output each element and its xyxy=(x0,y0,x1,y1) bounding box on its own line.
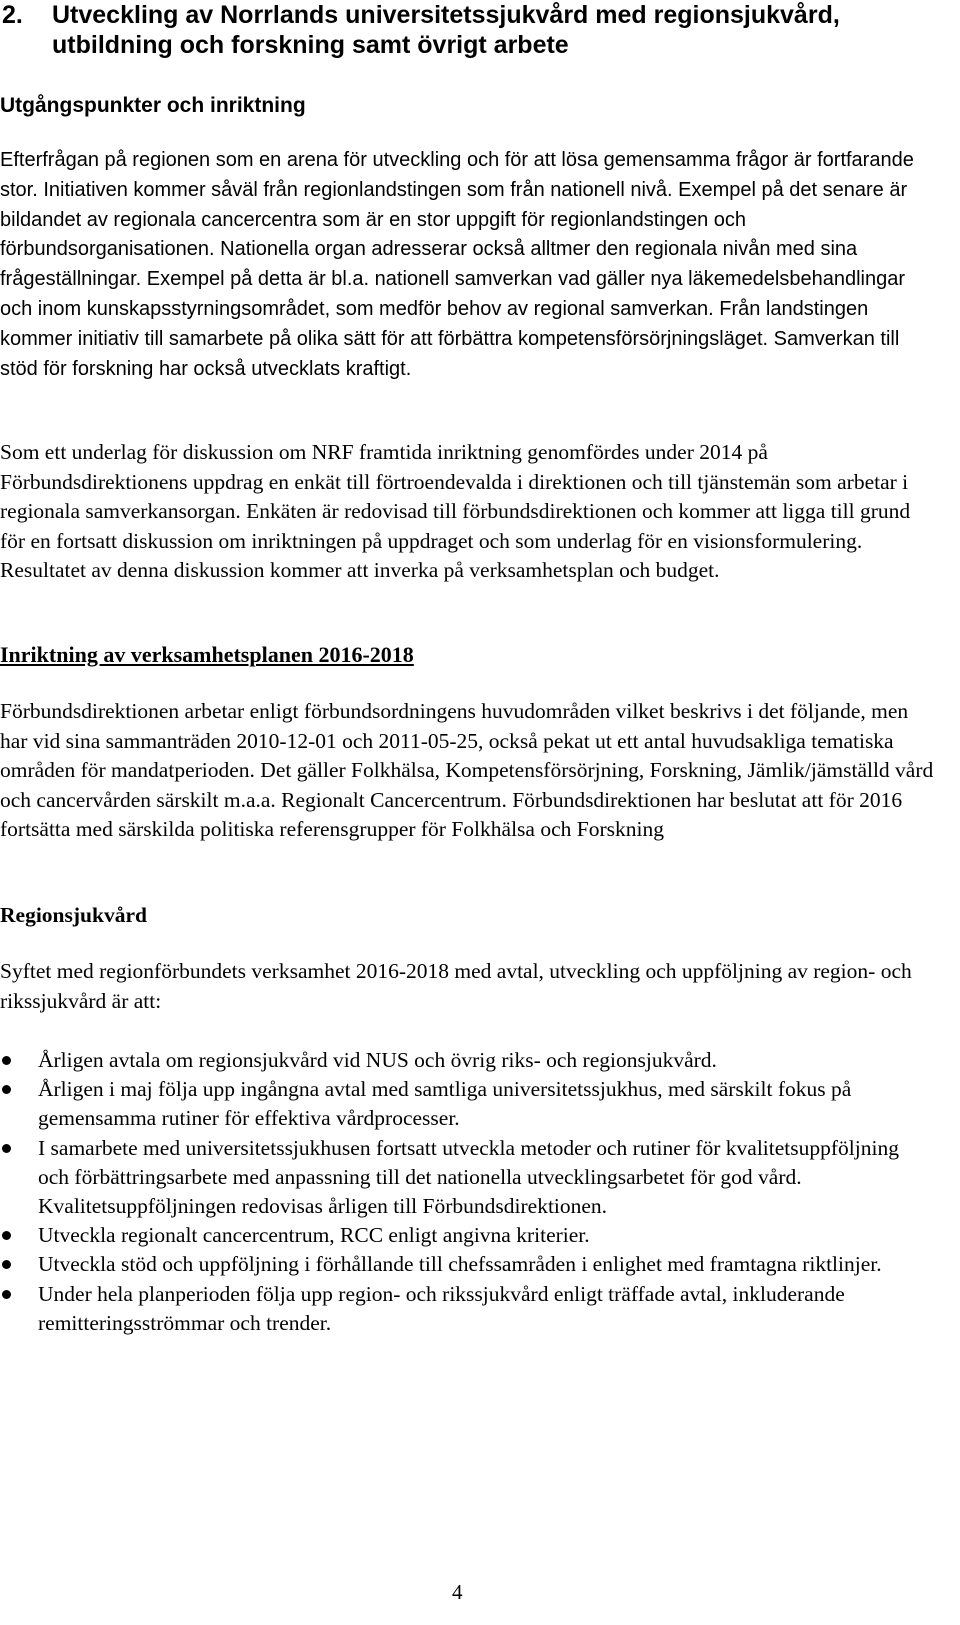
bullet-icon xyxy=(2,1056,11,1065)
list-item-text: Årligen avtala om regionsjukvård vid NUS och övrig riks- och regionsjukvård. xyxy=(38,1048,717,1072)
list-item-text: Under hela planperioden följa upp region- och rikssjukvård enligt träffade avtal, inkluderande remitteringsströmmar och trender. xyxy=(38,1281,845,1335)
page-number: 4 xyxy=(452,1580,463,1604)
bullet-icon xyxy=(2,1231,11,1240)
section-number: 2. xyxy=(2,1,23,29)
section-title: Utveckling av Norrlands universitetssjukvård med regionsjukvård, utbildning och forskning samt övrigt arbete xyxy=(52,1,840,59)
bullet-icon xyxy=(2,1144,11,1153)
list-item xyxy=(0,1250,935,1279)
plan-heading: Inriktning av verksamhetsplanen 2016-2018 xyxy=(0,642,414,667)
paragraph-background: Efterfrågan på regionen som en arena för utveckling och för att lösa gemensamma frågor är fortfarande stor. Initiativen kommer såväl från regionlandstingen som från nationell nivå. Exempel på det senare är bildandet av regionala cancercentra som är en stor uppgift för regionlandstingen och förbundsorganisationen. Nationella organ adresserar också alltmer den regionala nivån med sina frågeställningar. Exempel på detta är bl.a. nationell samverkan vad gäller nya läkemedelsbehandlingar och inom kunskapsstyrningsområdet, som medför behov av regional samverkan. Från landstingen kommer initiativ till samarbete på olika sätt för att förbättra kompetensförsörjningsläget. Samverkan till stöd för forskning har också utvecklats kraftigt. xyxy=(0,149,914,380)
regionsjukvard-heading: Regionsjukvård xyxy=(0,903,147,927)
list-item-text: I samarbete med universitetssjukhusen fortsatt utveckla metoder och rutiner för kvalitetsuppföljning och förbättringsarbete med anpassning till det nationella utvecklingsarbetet för god vård. Kvalitetsuppföljningen redovisas årligen till Förbundsdirektionen. xyxy=(38,1135,899,1219)
list-item xyxy=(0,1221,935,1250)
subsection-heading: Utgångspunkter och inriktning xyxy=(0,94,306,117)
list-item xyxy=(0,1134,935,1222)
bullet-icon xyxy=(2,1085,11,1094)
list-item-text: Utveckla regionalt cancercentrum, RCC enligt angivna kriterier. xyxy=(38,1223,590,1248)
goals-list xyxy=(0,1046,935,1338)
list-item xyxy=(0,1046,935,1075)
paragraph-plan: Förbundsdirektionen arbetar enligt förbundsordningens huvudområden vilket beskrivs i det följande, men har vid sina sammanträden 2010-12-01 och 2011-05-25, också pekat ut ett antal huvudsakliga tematiska områden för mandatperioden. Det gäller Folkhälsa, Kompetensförsörjning, Forskning, Jämlik/jämställd vård och cancervården särskilt m.a.a. Regionalt Cancercentrum. Förbundsdirektionen har beslutat att för 2016 fortsätta med särskilda politiska referensgrupper för Folkhälsa och Forskning xyxy=(0,699,934,841)
bullet-icon xyxy=(2,1260,11,1269)
paragraph-survey: Som ett underlag för diskussion om NRF framtida inriktning genomfördes under 2014 på Förbundsdirektionens uppdrag en enkät till förtroendevalda i direktionen och till tjänstemän som arbetar i regionala samverkansorgan. Enkäten är redovisad till förbundsdirektionen och kommer att ligga till grund för en fortsatt diskussion om inriktningen på uppdraget och som underlag för en visionsformulering. Resultatet av denna diskussion kommer att inverka på verksamhetsplan och budget. xyxy=(0,440,911,582)
list-item-text: Årligen i maj följa upp ingångna avtal med samtliga universitetssjukhus, med särskilt fokus på gemensamma rutiner för effektiva vårdprocesser. xyxy=(38,1077,852,1131)
list-item-text: Utveckla stöd och uppföljning i förhållande till chefssamråden i enlighet med framtagna riktlinjer. xyxy=(38,1252,882,1277)
list-item xyxy=(0,1075,935,1133)
list-item xyxy=(0,1280,935,1338)
bullet-icon xyxy=(2,1290,11,1299)
paragraph-purpose: Syftet med regionförbundets verksamhet 2016-2018 med avtal, utveckling och uppföljning av region- och rikssjukvård är att: xyxy=(0,959,912,1013)
section-heading xyxy=(0,0,930,60)
